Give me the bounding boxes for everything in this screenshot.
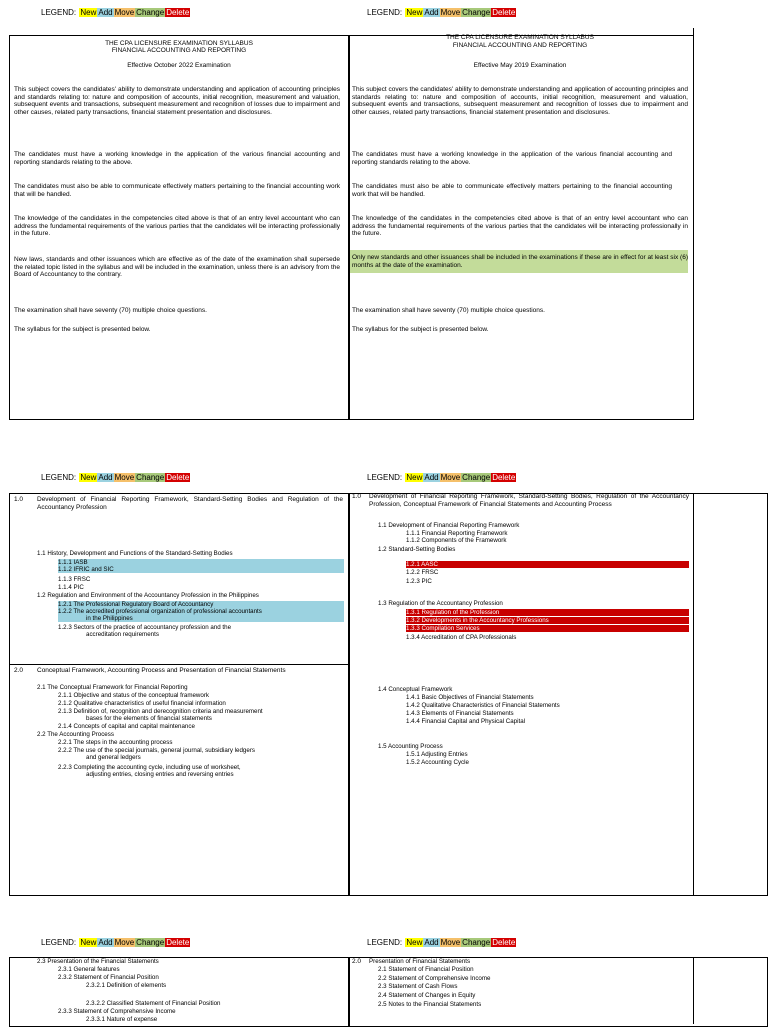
- p3-right-r22: 2.2 Statement of Comprehensive Income: [378, 975, 491, 982]
- p2-left-r122b: in the Philippines: [58, 615, 344, 622]
- legend-add: Add: [424, 8, 439, 17]
- p2-right-r12: 1.2 Standard-Setting Bodies: [378, 546, 456, 553]
- p3-right-r25: 2.5 Notes to the Financial Statements: [378, 1001, 482, 1008]
- page2-side-rule: [693, 493, 694, 896]
- p2-left-r121: 1.2.1 The Professional Regulatory Board of Accountancy: [58, 601, 344, 608]
- legend-move: Move: [114, 938, 135, 947]
- legend-label: LEGEND:: [367, 938, 403, 947]
- p2-left-r212: 2.1.2 Qualitative characteristics of useful financial information: [58, 700, 226, 707]
- p1-right-p7: The syllabus for the subject is presented below.: [352, 326, 489, 333]
- legend-label: LEGEND:: [41, 938, 77, 947]
- legend-move: Move: [440, 938, 461, 947]
- legend-new: New: [406, 473, 423, 482]
- legend-new: New: [80, 8, 97, 17]
- legend-label: LEGEND:: [367, 473, 403, 482]
- legend-label: LEGEND:: [41, 8, 77, 17]
- legend-add: Add: [98, 473, 113, 482]
- p2-right-r111: 1.1.1 Financial Reporting Framework: [406, 530, 508, 537]
- legend-new: New: [80, 473, 97, 482]
- page2-left-divider: [9, 664, 350, 665]
- p2-left-r12: 1.2 Regulation and Environment of the Accountancy Profession in the Philippines: [37, 592, 259, 599]
- p3-left-r231: 2.3.1 General features: [58, 966, 120, 973]
- p1-left-p5: New laws, standards and other issuances which are effective as of the date of the examination shall supersede the related topic listed in the syllabus and will be included in the examination, unless there is an advisory from the Board of Accountancy to the contrary.: [14, 256, 340, 278]
- p3-left-r233: 2.3.3 Statement of Comprehensive Income: [58, 1008, 176, 1015]
- page3-side-rule: [693, 957, 694, 1024]
- legend-label: LEGEND:: [41, 473, 77, 482]
- p2-left-r223b: adjusting entries, closing entries and reversing entries: [86, 771, 234, 778]
- p2-left-r211: 2.1.1 Objective and status of the conceptual framework: [58, 692, 209, 699]
- p2-right-r141: 1.4.1 Basic Objectives of Financial Statements: [406, 694, 534, 701]
- p2-right-r144: 1.4.4 Financial Capital and Physical Capital: [406, 718, 526, 725]
- p3-left-r23: 2.3 Presentation of the Financial Statements: [37, 958, 159, 965]
- p1-right-p2: The candidates must have a working knowledge in the application of the various financial accounting and reporting standards relating to the above.: [352, 151, 672, 166]
- p2-right-r122: 1.2.2 FRSC: [406, 569, 439, 576]
- p1-right-p1: This subject covers the candidates' ability to demonstrate understanding and application of accounting principles and standards relating to: nature and composition of accounts, initial recognition, measurement and valuation, subsequent events and transactions, subsequent measurement and recognition of losses due to impairment and other causes, related party transactions, financial statement presentation and disclosures.: [352, 86, 688, 116]
- legend-delete: Delete: [492, 8, 516, 17]
- p1-right-p4: The knowledge of the candidates in the competencies cited above is that of an entry level accountant who can address the fundamental requirements of the various parties that the candidates will be interacting professionally in the future.: [352, 215, 688, 237]
- p1-right-p3: The candidates must also be able to communicate effectively matters pertaining to the financial accounting work that will be handled.: [352, 183, 672, 198]
- p1-right-effective: Effective May 2019 Examination: [473, 62, 567, 69]
- legend-change: Change: [462, 473, 491, 482]
- p2-right-r123: 1.2.3 PIC: [406, 578, 432, 585]
- p2-right-r133: 1.3.3 Compilation Services: [406, 625, 689, 632]
- p3-left-r2322: 2.3.2.2 Classified Statement of Financial Position: [86, 1000, 221, 1007]
- p2-right-r13: 1.3 Regulation of the Accountancy Profession: [378, 600, 503, 607]
- legend-move: Move: [114, 8, 135, 17]
- p2-right-r142: 1.4.2 Qualitative Characteristics of Financial Statements: [406, 702, 560, 709]
- legend-delete: Delete: [166, 938, 190, 947]
- legend-change: Change: [136, 8, 165, 17]
- p2-left-r222a: 2.2.2 The use of the special journals, general journal, subsidiary ledgers: [58, 747, 255, 754]
- legend-delete: Delete: [492, 473, 516, 482]
- p2-left-r11: 1.1 History, Development and Functions of the Standard-Setting Bodies: [37, 550, 233, 557]
- legend-new: New: [406, 938, 423, 947]
- legend-add: Add: [424, 938, 439, 947]
- p1-right-p5: Only new standards and other issuances shall be included in the examinations if these are in effect for at least six (6) months at the date of the examination.: [350, 250, 688, 273]
- p2-right-r132: 1.3.2 Developments in the Accountancy Professions: [406, 617, 689, 624]
- p3-left-r2321: 2.3.2.1 Definition of elements: [86, 982, 167, 989]
- legend-change: Change: [462, 8, 491, 17]
- p2-right-r112: 1.1.2 Components of the Framework: [406, 537, 507, 544]
- p2-left-r213a: 2.1.3 Definition of, recognition and derecognition criteria and measurement: [58, 708, 263, 715]
- p3-left-r232: 2.3.2 Statement of Financial Position: [58, 974, 159, 981]
- legend-new: New: [406, 8, 423, 17]
- legend-left-1: [40, 7, 190, 18]
- legend-change: Change: [136, 938, 165, 947]
- p3-right-r21: 2.1 Statement of Financial Position: [378, 966, 474, 973]
- p1-right-title1: THE CPA LICENSURE EXAMINATION SYLLABUS: [446, 34, 594, 41]
- p2-right-r11: 1.1 Development of Financial Reporting Framework: [378, 522, 520, 529]
- p2-left-s1title: Development of Financial Reporting Framework, Standard-Setting Bodies and Regulation of the Accountancy Profession: [37, 496, 343, 511]
- p2-left-s2num: 2.0: [14, 667, 24, 674]
- p2-right-r131: 1.3.1 Regulation of the Profession: [406, 609, 689, 616]
- p3-right-r24: 2.4 Statement of Changes in Equity: [378, 992, 476, 999]
- p2-left-r111: 1.1.1 IASB: [58, 559, 344, 566]
- legend-change: Change: [136, 473, 165, 482]
- p2-left-r112: 1.1.2 IFRIC and SIC: [58, 566, 344, 573]
- legend-add: Add: [424, 473, 439, 482]
- legend-delete: Delete: [492, 938, 516, 947]
- p3-right-s2num: 2.0: [352, 958, 362, 965]
- legend-delete: Delete: [166, 8, 190, 17]
- p2-left-r113: 1.1.3 FRSC: [58, 576, 91, 583]
- p1-left-effective: Effective October 2022 Examination: [127, 62, 231, 69]
- legend-new: New: [80, 938, 97, 947]
- p2-left-r122a: 1.2.2 The accredited professional organization of professional accountants: [58, 608, 344, 615]
- p2-left-r223a: 2.2.3 Completing the accounting cycle, including use of worksheet,: [58, 764, 241, 771]
- p2-left-r214: 2.1.4 Concepts of capital and capital maintenance: [58, 723, 195, 730]
- p1-left-p4: The knowledge of the candidates in the competencies cited above is that of an entry level accountant who can address the fundamental requirements of the various parties that the candidates will be interacting professionally in the future.: [14, 215, 340, 237]
- p2-left-s1num: 1.0: [14, 496, 24, 503]
- legend-right-1: [366, 7, 516, 18]
- legend-move: Move: [114, 473, 135, 482]
- p1-left-p6: The examination shall have seventy (70) multiple choice questions.: [14, 307, 207, 314]
- p2-left-r123a: 1.2.3 Sectors of the practice of accountancy profession and the: [58, 624, 232, 631]
- legend-label: LEGEND:: [367, 8, 403, 17]
- p1-left-p2: The candidates must have a working knowledge in the application of the various financial accounting and reporting standards relating to the above.: [14, 151, 340, 166]
- page1-side-rule: [693, 28, 694, 413]
- p2-left-r114: 1.1.4 PIC: [58, 584, 84, 591]
- legend-move: Move: [440, 473, 461, 482]
- p2-left-s2title: Conceptual Framework, Accounting Process and Presentation of Financial Statements: [37, 667, 286, 674]
- p2-right-r121: 1.2.1 AASC: [406, 561, 689, 568]
- p2-left-r21: 2.1 The Conceptual Framework for Financial Reporting: [37, 684, 188, 691]
- p3-right-s2title: Presentation of Financial Statements: [369, 958, 471, 965]
- p2-left-r221: 2.2.1 The steps in the accounting process: [58, 739, 173, 746]
- p2-right-r134: 1.3.4 Accreditation of CPA Professionals: [406, 634, 517, 641]
- p2-left-r213b: bases for the elements of financial statements: [86, 715, 212, 722]
- p2-left-r222b: and general ledgers: [86, 754, 141, 761]
- legend-change: Change: [462, 938, 491, 947]
- legend-right-2: [366, 472, 516, 483]
- legend-left-2: [40, 472, 190, 483]
- legend-add: Add: [98, 8, 113, 17]
- p2-right-r143: 1.4.3 Elements of Financial Statements: [406, 710, 514, 717]
- p1-right-p6: The examination shall have seventy (70) multiple choice questions.: [352, 307, 545, 314]
- p1-left-p7: The syllabus for the subject is presented below.: [14, 326, 151, 333]
- p2-left-r22: 2.2 The Accounting Process: [37, 731, 114, 738]
- legend-delete: Delete: [166, 473, 190, 482]
- p1-left-p3: The candidates must also be able to communicate effectively matters pertaining to the financial accounting work that will be handled.: [14, 183, 340, 198]
- legend-add: Add: [98, 938, 113, 947]
- legend-right-3: [366, 937, 516, 948]
- p1-left-title2: FINANCIAL ACCOUNTING AND REPORTING: [111, 47, 247, 54]
- p1-left-p1: This subject covers the candidates' ability to demonstrate understanding and application of accounting principles and standards relating to: nature and composition of accounts, initial recognition, measurement and valuation, subsequent events and transactions, subsequent measurement and recognition of losses due to impairment and other causes, related party transactions, financial statement presentation and disclosures.: [14, 86, 340, 116]
- p2-right-s1num: 1.0: [352, 493, 362, 500]
- p3-left-r2331: 2.3.3.1 Nature of expense: [86, 1016, 158, 1023]
- p2-right-r14: 1.4 Conceptual Framework: [378, 686, 453, 693]
- p1-right-title2: FINANCIAL ACCOUNTING AND REPORTING: [452, 42, 588, 49]
- p1-left-title1: THE CPA LICENSURE EXAMINATION SYLLABUS: [105, 40, 253, 47]
- legend-left-3: [40, 937, 190, 948]
- legend-move: Move: [440, 8, 461, 17]
- p2-left-r123b: accreditation requirements: [86, 631, 159, 638]
- p2-right-r152: 1.5.2 Accounting Cycle: [406, 759, 469, 766]
- p2-right-r15: 1.5 Accounting Process: [378, 743, 443, 750]
- p3-right-r23: 2.3 Statement of Cash Flows: [378, 983, 458, 990]
- p2-right-s1title: Development of Financial Reporting Framework, Standard-Setting Bodies, Regulation of the Accountancy Profession, Conceptual Framework of Financial Statements and Accounting Process: [369, 493, 689, 508]
- p2-right-r151: 1.5.1 Adjusting Entries: [406, 751, 468, 758]
